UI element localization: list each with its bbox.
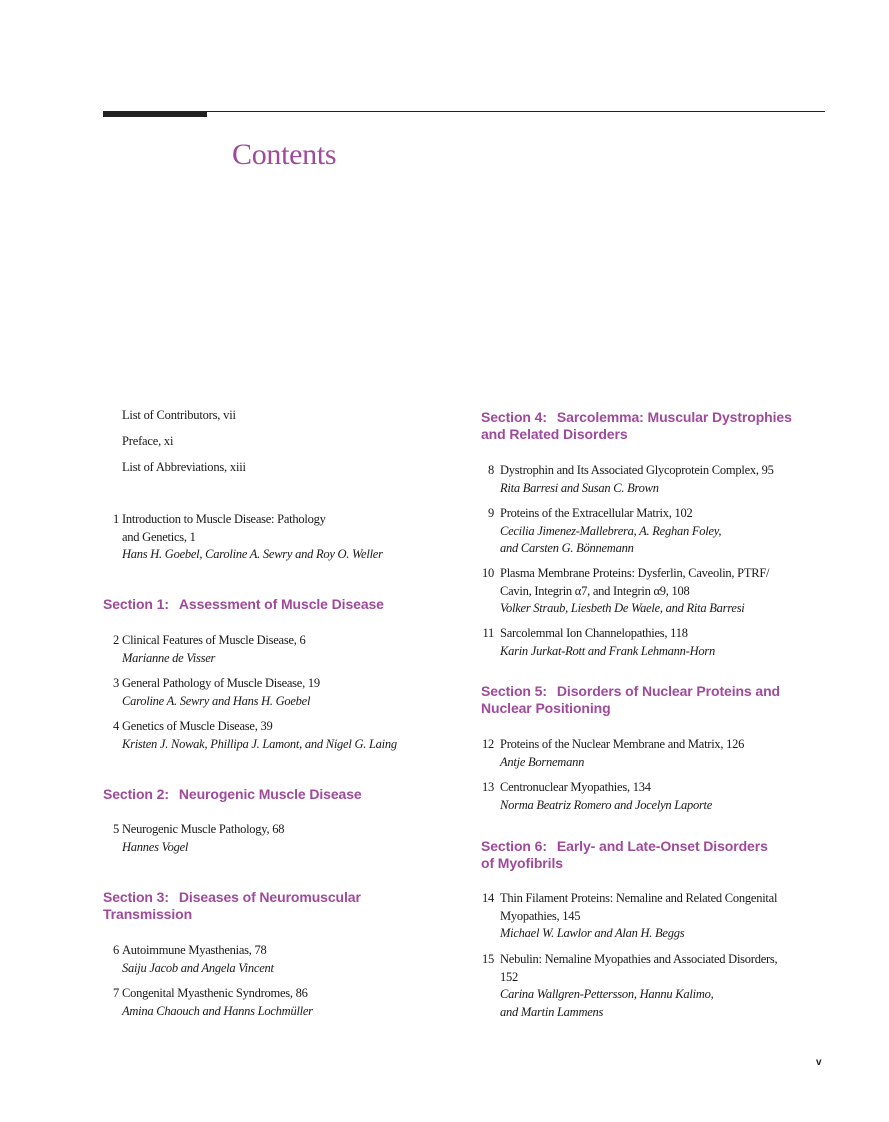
section-heading-5[interactable]: Section 5: Disorders of Nuclear Proteins and Nuclear Positioning bbox=[481, 683, 780, 716]
page-number: v bbox=[816, 1057, 822, 1068]
chapter-number: 1 bbox=[113, 512, 119, 526]
chapter-title-line: Introduction to Muscle Disease: Pathology bbox=[122, 512, 326, 526]
header-rule-accent bbox=[103, 112, 207, 117]
section-heading-4[interactable]: Section 4: Sarcolemma: Muscular Dystrophies and Related Disorders bbox=[481, 409, 792, 442]
header-rule bbox=[103, 111, 825, 112]
section-heading-2[interactable]: Section 2: Neurogenic Muscle Disease bbox=[103, 786, 362, 802]
page-title: Contents bbox=[232, 138, 337, 171]
front-matter-contributors[interactable]: List of Contributors, vii bbox=[122, 408, 236, 422]
section-heading-1[interactable]: Section 1: Assessment of Muscle Disease bbox=[103, 596, 384, 612]
chapter-authors: Hans H. Goebel, Caroline A. Sewry and Roy O. Weller bbox=[122, 547, 383, 561]
front-matter-preface[interactable]: Preface, xi bbox=[122, 434, 174, 448]
front-matter-abbreviations[interactable]: List of Abbreviations, xiii bbox=[122, 460, 246, 474]
section-heading-6[interactable]: Section 6: Early- and Late-Onset Disorders of Myofibrils bbox=[481, 838, 768, 871]
chapter-title-line: and Genetics, 1 bbox=[122, 529, 196, 544]
section-heading-3[interactable]: Section 3: Diseases of Neuromuscular Transmission bbox=[103, 889, 361, 922]
